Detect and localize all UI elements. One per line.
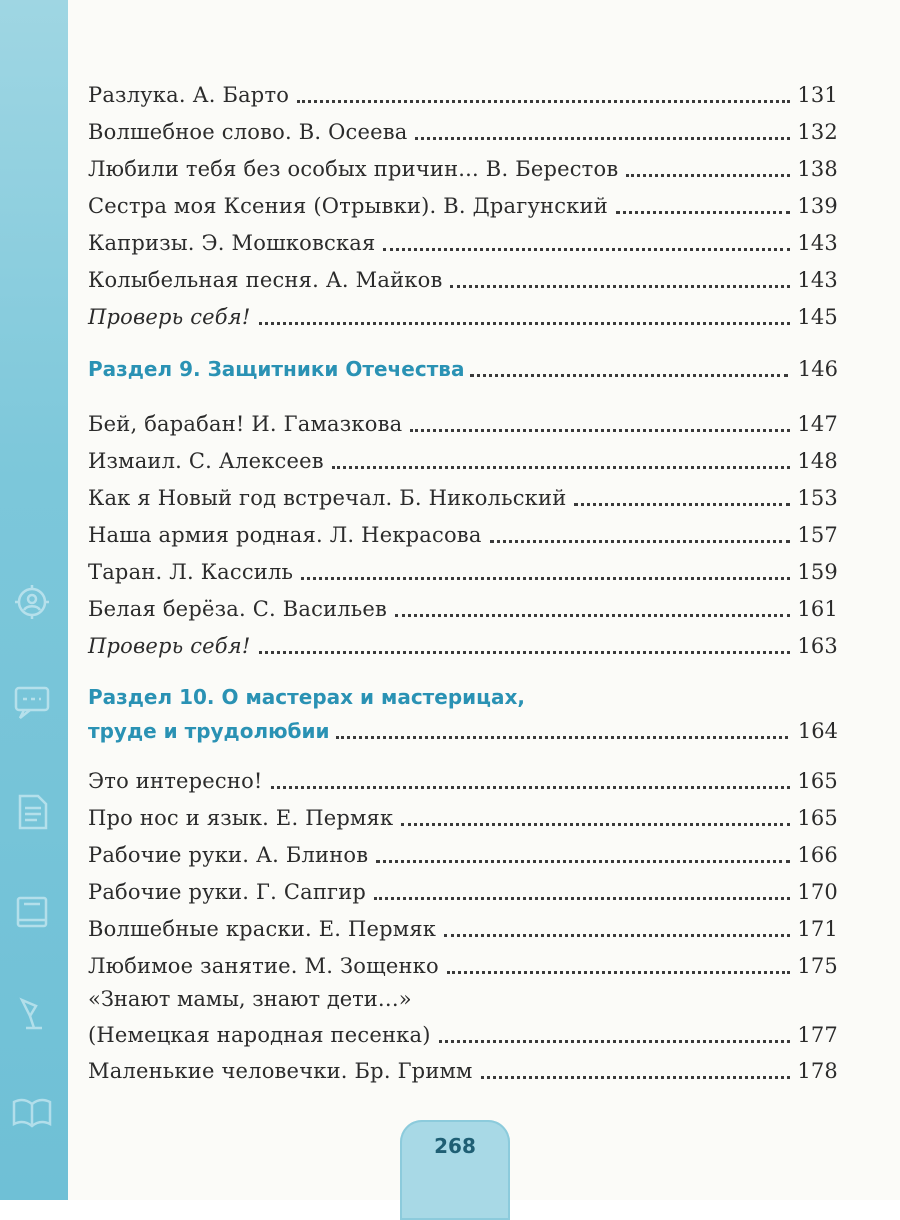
page-number: 268 — [434, 1134, 476, 1158]
toc-entry-check-yourself: Проверь себя! 163 — [88, 634, 838, 658]
toc-entry: Колыбельная песня. А. Майков 143 — [88, 268, 838, 292]
section-page: 164 — [797, 719, 838, 743]
gear-person-icon — [10, 580, 54, 624]
section-title-line2: труде и трудолюбии — [88, 719, 330, 743]
section-page: 146 — [797, 357, 838, 381]
section-heading — [88, 680, 838, 748]
toc-entry: Любимое занятие. М. Зощенко 175 — [88, 954, 838, 978]
section-title: Раздел 9. Защитники Отечества — [88, 357, 465, 381]
toc-entry: Это интересно! 165 — [88, 769, 838, 793]
toc-entry: Бей, барабан! И. Гамазкова 147 — [88, 412, 838, 436]
open-book-icon — [10, 1090, 54, 1134]
toc-entry: Белая берёза. С. Васильев 161 — [88, 597, 838, 621]
toc-entry-line1: «Знают мамы, знают дети…» — [88, 987, 412, 1011]
toc-entry: Маленькие человечки. Бр. Гримм 178 — [88, 1059, 838, 1083]
chat-icon — [10, 680, 54, 724]
toc-entry: Рабочие руки. Г. Сапгир 170 — [88, 880, 838, 904]
toc-entry: Измаил. С. Алексеев 148 — [88, 449, 838, 473]
book-icon — [10, 890, 54, 934]
toc-entry: Волшебное слово. В. Осеева 132 — [88, 120, 838, 144]
toc-entry: Как я Новый год встречал. Б. Никольский 153 — [88, 486, 838, 510]
section-title-line1: Раздел 10. О мастерах и мастерицах, — [88, 685, 525, 709]
toc-entry: Капризы. Э. Мошковская 143 — [88, 231, 838, 255]
toc-entry-check-yourself: Проверь себя! 145 — [88, 305, 838, 329]
side-strip — [0, 0, 68, 1200]
document-icon — [10, 790, 54, 834]
section-heading — [88, 352, 838, 386]
toc-entry: (Немецкая народная песенка) 177 — [88, 1023, 838, 1047]
lamp-icon — [10, 990, 54, 1034]
toc-entry: Рабочие руки. А. Блинов 166 — [88, 843, 838, 867]
toc-entry: Таран. Л. Кассиль 159 — [88, 560, 838, 584]
toc-entry: Про нос и язык. Е. Пермяк 165 — [88, 806, 838, 830]
toc-entry: Наша армия родная. Л. Некрасова 157 — [88, 523, 838, 547]
toc-entry: Волшебные краски. Е. Пермяк 171 — [88, 917, 838, 941]
toc-entry: Разлука. А. Барто 131 — [88, 83, 838, 107]
page-number-tab — [400, 1120, 510, 1220]
toc-entry: Сестра моя Ксения (Отрывки). В. Драгунский 139 — [88, 194, 838, 218]
toc-entry: Любили тебя без особых причин... В. Берестов 138 — [88, 157, 838, 181]
